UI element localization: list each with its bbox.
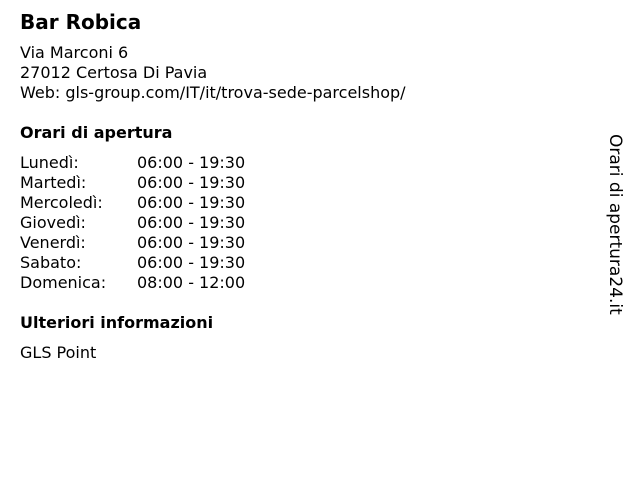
day-hours: 06:00 - 19:30 [137,213,246,232]
opening-hours-title: Orari di apertura [20,123,173,142]
hours-row [20,173,245,193]
day-hours: 06:00 - 19:30 [137,233,246,252]
hours-row [20,153,245,173]
hours-row [20,213,245,233]
additional-info-title: Ulteriori informazioni [20,313,214,332]
day-label: Martedì: [20,173,87,192]
street-address: Via Marconi 6 [20,43,129,62]
hours-row [20,273,245,293]
website-prefix: Web: [20,83,66,102]
address-block [20,43,580,103]
additional-info-text: GLS Point [20,343,97,362]
day-label: Mercoledì: [20,193,103,212]
day-label: Lunedì: [20,153,79,172]
opening-hours-table [20,153,245,293]
hours-row [20,253,245,273]
day-label: Domenica: [20,273,107,292]
day-label: Giovedì: [20,213,86,232]
website-line [20,83,580,103]
day-hours: 06:00 - 19:30 [137,153,246,172]
day-label: Sabato: [20,253,82,272]
city-address: 27012 Certosa Di Pavia [20,63,208,82]
website-link[interactable]: gls-group.com/IT/it/trova-sede-parcelshop/ [65,83,406,102]
day-hours: 08:00 - 12:00 [137,273,246,292]
day-hours: 06:00 - 19:30 [137,173,246,192]
store-card [20,9,580,363]
site-watermark: Orari di apertura24.it [605,134,625,315]
day-hours: 06:00 - 19:30 [137,253,246,272]
hours-row [20,233,245,253]
day-label: Venerdì: [20,233,86,252]
store-name: Bar Robica [20,10,142,34]
day-hours: 06:00 - 19:30 [137,193,246,212]
hours-row [20,193,245,213]
